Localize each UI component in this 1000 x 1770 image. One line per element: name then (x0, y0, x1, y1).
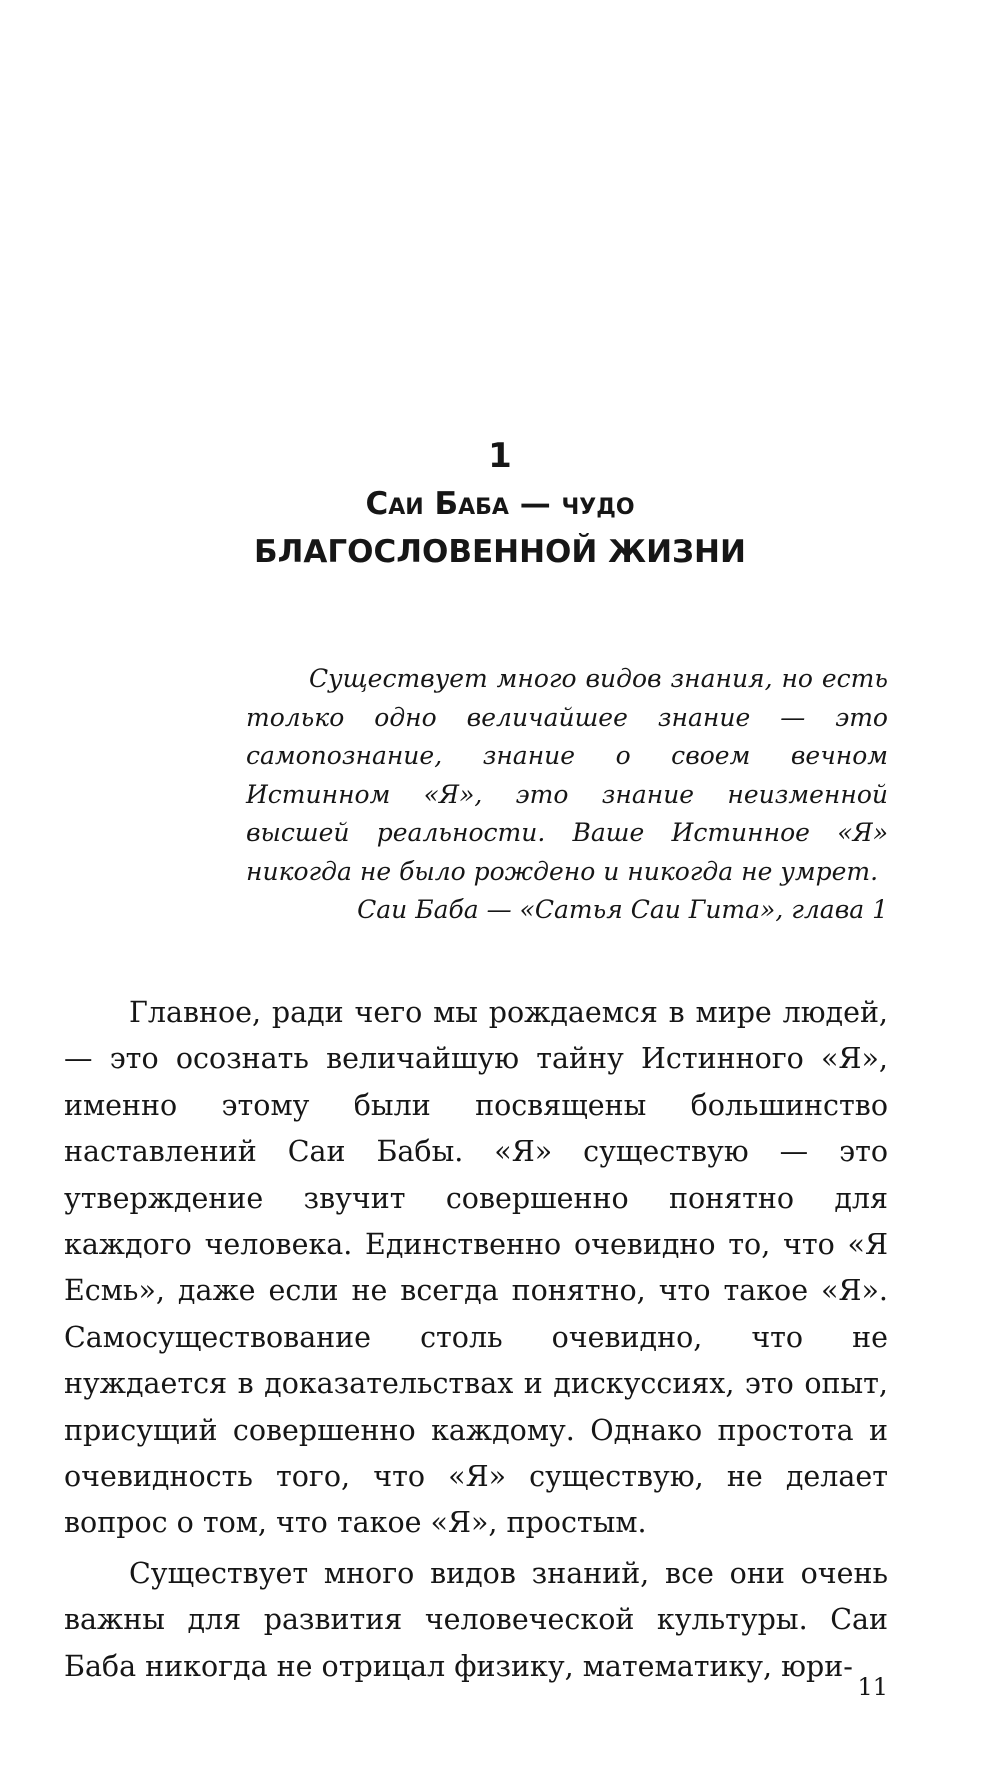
body-paragraph-2: Существует много видов знаний, все они очень важны для развития человеческой культуры. Саи Баба никогда не отрицал физику, математику, юри- (64, 1556, 888, 1683)
page-number: 11 (857, 1673, 888, 1701)
chapter-title-line-1: Саи Баба — чудо (365, 486, 635, 522)
chapter-number: 1 (488, 436, 512, 476)
chapter-title (0, 480, 1000, 576)
body-paragraph-1: Главное, ради чего мы рождаемся в мире людей, — это осознать величайшую тайну Истинного «Я», именно этому были посвящены большинство наставлений Саи Бабы. «Я» существую — это утверждение звучит совершенно понятно для каждого человека. Единственно очевидно то, что «Я Есмь», даже если не всегда понятно, что такое «Я». Самосуществование столь очевидно, что не нуждается в доказательствах и дискуссиях, это опыт, присущий совершенно каждому. Однако простота и очевидность того, что «Я» существую, не делает вопрос о том, что такое «Я», простым. (64, 996, 888, 1540)
epigraph-source: Саи Баба — «Сатья Саи Гита», глава 1 (357, 895, 888, 924)
body-text (64, 990, 888, 1694)
chapter-title-line-2: БЛАГОСЛОВЕННОЙ ЖИЗНИ (254, 534, 746, 570)
epigraph-text: Существует много видов знания, но есть только одно величайшее знание — это самопознание, знание о своем вечном Истинном «Я», это знание неизменной высшей реальности. Ваше Истинное «Я» никогда не было рождено и никогда не умрет. (246, 664, 888, 886)
epigraph (246, 660, 888, 930)
